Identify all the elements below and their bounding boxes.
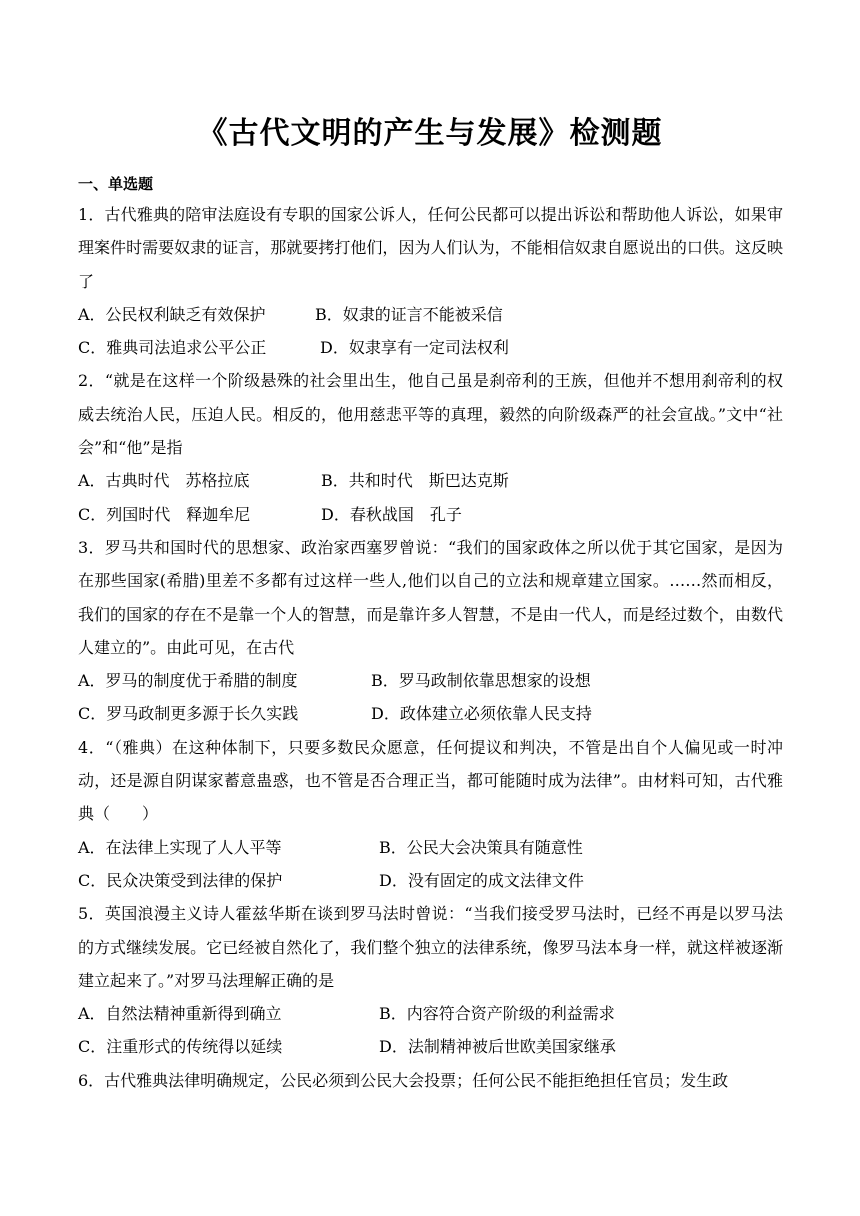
option-b: B．共和时代 斯巴达克斯 [321, 471, 509, 491]
options-row [78, 664, 783, 697]
option-b: B．罗马政制依靠思想家的设想 [371, 671, 591, 691]
option-b: B．内容符合资产阶级的利益需求 [379, 1004, 615, 1024]
question-stem: 2．“就是在这样一个阶级悬殊的社会里出生，他自己虽是刹帝利的王族，但他并不想用刹帝利的权威去统治人民，压迫人民。相反的，他用慈悲平等的真理，毅然的向阶级森严的社会宣战。”文中“社会”和“他”是指 [78, 371, 783, 458]
option-a: A．公民权利缺乏有效保护 [78, 304, 266, 324]
question-2 [78, 364, 783, 530]
option-a: A．罗马的制度优于希腊的制度 [78, 671, 298, 691]
question-6 [78, 1064, 783, 1097]
options-row [78, 298, 783, 331]
question-3 [78, 531, 783, 731]
option-c: C．罗马政制更多源于长久实践 [78, 704, 299, 724]
option-d: D．法制精神被后世欧美国家继承 [379, 1037, 616, 1057]
option-a: A．在法律上实现了人人平等 [78, 837, 282, 857]
question-4 [78, 731, 783, 897]
option-d: D．奴隶享有一定司法权利 [320, 338, 509, 358]
question-stem: 4．“（雅典）在这种体制下，只要多数民众愿意，任何提议和判决，不管是出自个人偏见或一时冲动，还是源自阴谋家蓄意蛊惑，也不管是否合理正当，都可能随时成为法律”。由材料可知，古代雅典（ ） [78, 737, 783, 824]
options-row [78, 864, 783, 897]
options-row [78, 498, 783, 531]
question-stem: 1．古代雅典的陪审法庭设有专职的国家公诉人，任何公民都可以提出诉讼和帮助他人诉讼，如果审理案件时需要奴隶的证言，那就要拷打他们，因为人们认为，不能相信奴隶自愿说出的口供。这反映了 [78, 205, 783, 291]
question-stem: 3．罗马共和国时代的思想家、政治家西塞罗曾说：“我们的国家政体之所以优于其它国家，是因为在那些国家(希腊)里差不多都有过这样一些人,他们以自己的立法和规章建立国家。……然而相反，我们的国家的存在不是靠一个人的智慧，而是靠许多人智慧，不是由一代人，而是经过数个，由数代人建立的”。由此可见，在古代 [78, 537, 783, 657]
options-row [78, 697, 783, 730]
option-c: C．注重形式的传统得以延续 [78, 1037, 283, 1057]
option-a: A．古典时代 苏格拉底 [78, 471, 250, 491]
options-row [78, 1030, 783, 1063]
option-b: B．奴隶的证言不能被采信 [315, 304, 503, 324]
question-list [78, 198, 783, 1097]
option-d: D．政体建立必须依靠人民支持 [371, 704, 592, 724]
option-a: A．自然法精神重新得到确立 [78, 1004, 282, 1024]
options-row [78, 464, 783, 497]
option-c: C．民众决策受到法律的保护 [78, 870, 283, 890]
options-row [78, 331, 783, 364]
option-c: C．雅典司法追求公平公正 [78, 338, 267, 358]
option-c: C．列国时代 释迦牟尼 [78, 504, 251, 524]
question-stem: 6．古代雅典法律明确规定，公民必须到公民大会投票；任何公民不能拒绝担任官员；发生政 [78, 1070, 729, 1090]
section-heading: 一、单选题 [78, 175, 154, 193]
options-row [78, 831, 783, 864]
option-d: D．没有固定的成文法律文件 [379, 870, 584, 890]
question-5 [78, 897, 783, 1063]
option-b: B．公民大会决策具有随意性 [379, 837, 583, 857]
options-row [78, 997, 783, 1030]
document-title: 《古代文明的产生与发展》检测题 [197, 116, 663, 151]
question-1 [78, 198, 783, 364]
question-stem: 5．英国浪漫主义诗人霍兹华斯在谈到罗马法时曾说：“当我们接受罗马法时，已经不再是以罗马法的方式继续发展。它已经被自然化了，我们整个独立的法律系统，像罗马法本身一样，就这样被逐渐建立起来了。”对罗马法理解正确的是 [78, 904, 783, 990]
option-d: D．春秋战国 孔子 [321, 504, 462, 524]
